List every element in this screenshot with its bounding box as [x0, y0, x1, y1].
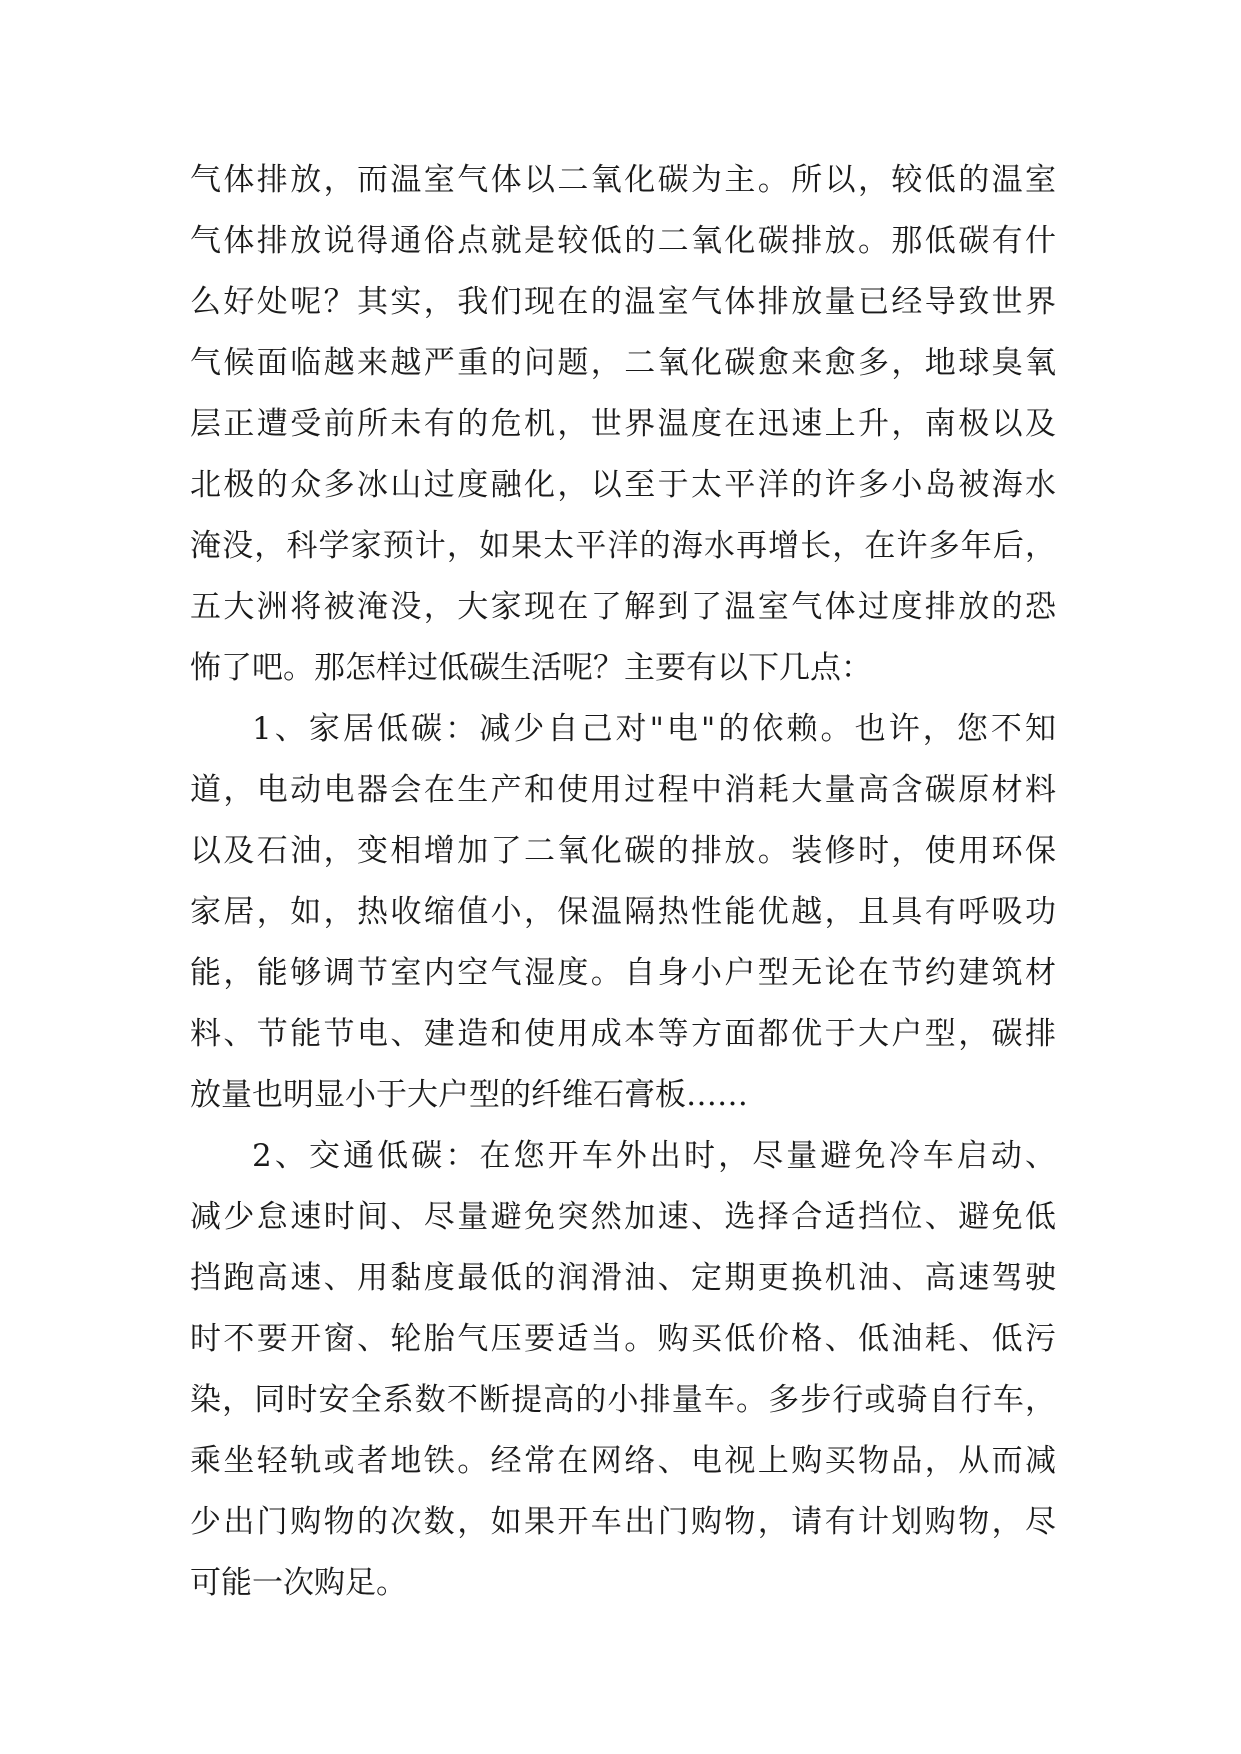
- paragraph: [190, 150, 1056, 699]
- text-line: 气体排放说得通俗点就是较低的二氧化碳排放。那低碳有什: [190, 223, 1056, 259]
- text-line: 怖了吧。那怎样过低碳生活呢？主要有以下几点：: [190, 650, 872, 686]
- text-line: 1、家居低碳：减少自己对"电"的依赖。也许，您不知: [252, 711, 1056, 747]
- text-line: 淹没，科学家预计，如果太平洋的海水再增长，在许多年后，: [190, 528, 1056, 564]
- text-line: 放量也明显小于大户型的纤维石膏板……: [190, 1077, 748, 1113]
- text-line: 气候面临越来越严重的问题，二氧化碳愈来愈多，地球臭氧: [190, 345, 1056, 381]
- text-line: 层正遭受前所未有的危机，世界温度在迅速上升，南极以及: [190, 406, 1056, 442]
- text-line: 五大洲将被淹没，大家现在了解到了温室气体过度排放的恐: [190, 589, 1056, 625]
- text-line: 减少怠速时间、尽量避免突然加速、选择合适挡位、避免低: [190, 1199, 1056, 1235]
- text-line: 北极的众多冰山过度融化，以至于太平洋的许多小岛被海水: [190, 467, 1056, 503]
- text-line: 少出门购物的次数，如果开车出门购物，请有计划购物，尽: [190, 1504, 1056, 1540]
- text-line: 时不要开窗、轮胎气压要适当。购买低价格、低油耗、低污: [190, 1321, 1056, 1357]
- paragraph: [190, 699, 1056, 1126]
- text-line: 家居，如，热收缩值小，保温隔热性能优越，且具有呼吸功: [190, 894, 1056, 930]
- text-line: 乘坐轻轨或者地铁。经常在网络、电视上购买物品，从而减: [190, 1443, 1056, 1479]
- text-line: 能，能够调节室内空气湿度。自身小户型无论在节约建筑材: [190, 955, 1056, 991]
- paragraph: [190, 1126, 1056, 1614]
- text-line: 气体排放，而温室气体以二氧化碳为主。所以，较低的温室: [190, 162, 1056, 198]
- body-text: [190, 150, 1056, 1614]
- text-line: 2、交通低碳：在您开车外出时，尽量避免冷车启动、: [252, 1138, 1056, 1174]
- text-line: 以及石油，变相增加了二氧化碳的排放。装修时，使用环保: [190, 833, 1056, 869]
- text-line: 可能一次购足。: [190, 1565, 407, 1601]
- text-line: 挡跑高速、用黏度最低的润滑油、定期更换机油、高速驾驶: [190, 1260, 1056, 1296]
- text-line: 染，同时安全系数不断提高的小排量车。多步行或骑自行车，: [190, 1382, 1056, 1418]
- text-line: 料、节能节电、建造和使用成本等方面都优于大户型，碳排: [190, 1016, 1056, 1052]
- text-line: 么好处呢？其实，我们现在的温室气体排放量已经导致世界: [190, 284, 1056, 320]
- text-line: 道，电动电器会在生产和使用过程中消耗大量高含碳原材料: [190, 772, 1056, 808]
